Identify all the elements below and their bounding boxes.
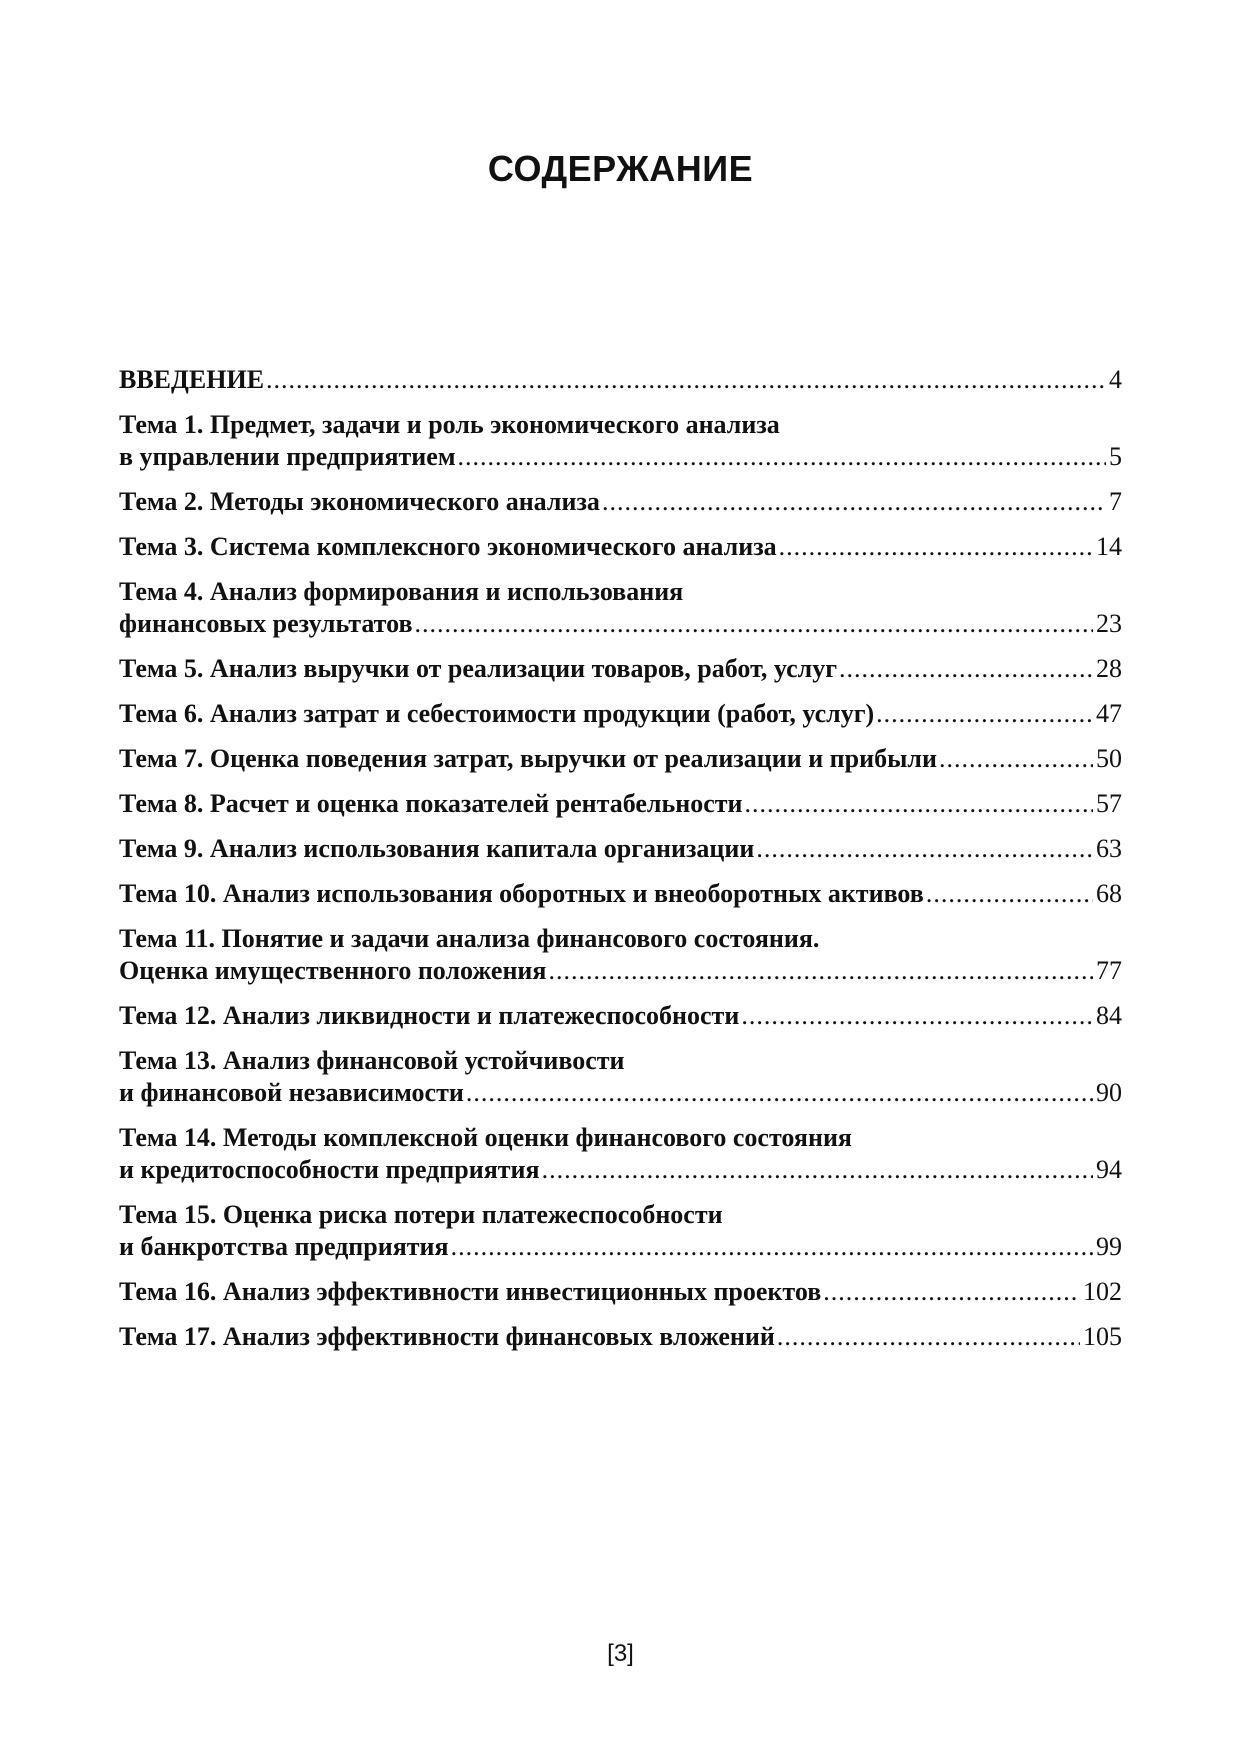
toc-entry-topic-9[interactable] — [119, 833, 1122, 865]
dot-leader — [741, 1000, 1093, 1032]
toc-entry-title: Оценка имущественного положения — [119, 956, 547, 985]
toc-entry-topic-15[interactable] — [119, 1199, 1122, 1263]
toc-page-number: 47 — [1096, 699, 1122, 728]
toc-entry-topic-7[interactable] — [119, 743, 1122, 775]
toc-entry-title: Тема 7. Оценка поведения затрат, выручки от реализации и прибыли — [119, 744, 937, 773]
dot-leader — [756, 833, 1093, 865]
toc-entry-line — [119, 1154, 1122, 1186]
toc-entry-title: финансовых результатов — [119, 609, 413, 638]
toc-entry-topic-10[interactable] — [119, 878, 1122, 910]
dot-leader — [745, 788, 1093, 820]
dot-leader — [266, 364, 1106, 396]
toc-page-number: 84 — [1096, 1001, 1122, 1030]
toc-entry-line — [119, 698, 1122, 730]
toc-entry-title: Тема 9. Анализ использования капитала организации — [119, 834, 755, 863]
toc-entry-title: и финансовой независимости — [119, 1078, 464, 1107]
toc-entry-topic-12[interactable] — [119, 1000, 1122, 1032]
toc-entry-title: Тема 16. Анализ эффективности инвестиционных проектов — [119, 1277, 822, 1306]
toc-page-number: 94 — [1096, 1155, 1122, 1184]
toc-entry-title-line: Тема 13. Анализ финансовой устойчивости — [119, 1046, 625, 1075]
dot-leader — [779, 531, 1093, 563]
toc-entry-title-line: Тема 1. Предмет, задачи и роль экономического анализа — [119, 410, 780, 439]
toc-entry-title-line: Тема 14. Методы комплексной оценки финансового состояния — [119, 1123, 853, 1152]
toc-entry-title-line: Тема 11. Понятие и задачи анализа финансового состояния. — [119, 924, 820, 953]
toc-entry-topic-11[interactable] — [119, 923, 1122, 987]
toc-page-number: 7 — [1109, 487, 1122, 516]
toc-entry-title-line: Тема 15. Оценка риска потери платежеспособности — [119, 1200, 723, 1229]
toc-entry-line — [119, 743, 1122, 775]
dot-leader — [777, 1321, 1080, 1353]
toc-entry-topic-6[interactable] — [119, 698, 1122, 730]
table-of-contents — [119, 364, 1122, 1366]
toc-entry-title: Тема 5. Анализ выручки от реализации товаров, работ, услуг — [119, 654, 838, 683]
toc-entry-title: Тема 12. Анализ ликвидности и платежеспособности — [119, 1001, 740, 1030]
toc-entry-topic-4[interactable] — [119, 576, 1122, 640]
toc-entry-line — [119, 1276, 1122, 1308]
dot-leader — [542, 1154, 1093, 1186]
toc-entry-topic-5[interactable] — [119, 653, 1122, 685]
toc-entry-topic-17[interactable] — [119, 1321, 1122, 1353]
dot-leader — [926, 878, 1093, 910]
toc-entry-line — [119, 955, 1122, 987]
toc-page-number: 14 — [1096, 532, 1122, 561]
toc-page-number: 99 — [1096, 1232, 1122, 1261]
toc-entry-line — [119, 1321, 1122, 1353]
toc-entry-topic-3[interactable] — [119, 531, 1122, 563]
toc-entry-line — [119, 1231, 1122, 1263]
toc-page-number: 50 — [1096, 744, 1122, 773]
toc-entry-title: Тема 17. Анализ эффективности финансовых вложений — [119, 1322, 775, 1351]
toc-entry-topic-14[interactable] — [119, 1122, 1122, 1186]
toc-entry-line — [119, 441, 1122, 473]
dot-leader — [415, 608, 1093, 640]
toc-entry-title: Тема 8. Расчет и оценка показателей рентабельности — [119, 789, 743, 818]
toc-entry-line — [119, 1000, 1122, 1032]
dot-leader — [466, 1077, 1093, 1109]
toc-entry-title: Тема 2. Методы экономического анализа — [119, 487, 600, 516]
toc-entry-topic-8[interactable] — [119, 788, 1122, 820]
toc-page-number: 102 — [1083, 1277, 1122, 1306]
toc-entry-topic-16[interactable] — [119, 1276, 1122, 1308]
toc-entry-line — [119, 608, 1122, 640]
toc-entry-title: и кредитоспособности предприятия — [119, 1155, 540, 1184]
toc-entry-line — [119, 788, 1122, 820]
toc-entry-topic-2[interactable] — [119, 486, 1122, 518]
dot-leader — [839, 653, 1093, 685]
toc-entry-title: и банкротства предприятия — [119, 1232, 449, 1261]
toc-page-number: 90 — [1096, 1078, 1122, 1107]
dot-leader — [876, 698, 1093, 730]
toc-page-number: 77 — [1096, 956, 1122, 985]
toc-entry-line — [119, 878, 1122, 910]
toc-entry-line — [119, 653, 1122, 685]
page-number-footer: [3] — [607, 1640, 634, 1667]
toc-entry-line — [119, 486, 1122, 518]
page-title: СОДЕРЖАНИЕ — [487, 148, 754, 189]
toc-entry-title: ВВЕДЕНИЕ — [119, 365, 265, 394]
dot-leader — [548, 955, 1093, 987]
toc-entry-topic-1[interactable] — [119, 409, 1122, 473]
toc-entry-line — [119, 833, 1122, 865]
dot-leader — [451, 1231, 1093, 1263]
toc-page-number: 28 — [1096, 654, 1122, 683]
dot-leader — [823, 1276, 1080, 1308]
toc-entry-title-line: Тема 4. Анализ формирования и использования — [119, 577, 684, 606]
dot-leader — [458, 441, 1106, 473]
toc-entry-line — [119, 1077, 1122, 1109]
toc-entry-topic-13[interactable] — [119, 1045, 1122, 1109]
dot-leader — [602, 486, 1106, 518]
toc-entry-title: Тема 6. Анализ затрат и себестоимости продукции (работ, услуг) — [119, 699, 875, 728]
toc-page-number: 105 — [1083, 1322, 1122, 1351]
toc-page-number: 68 — [1096, 879, 1122, 908]
toc-entry-intro[interactable] — [119, 364, 1122, 396]
toc-page-number: 4 — [1109, 365, 1122, 394]
toc-page-number: 5 — [1109, 442, 1122, 471]
toc-entry-title: Тема 10. Анализ использования оборотных и внеоборотных активов — [119, 879, 924, 908]
toc-entry-line — [119, 364, 1122, 396]
dot-leader — [939, 743, 1093, 775]
toc-page-number: 63 — [1096, 834, 1122, 863]
toc-page-number: 57 — [1096, 789, 1122, 818]
toc-entry-title: в управлении предприятием — [119, 442, 456, 471]
toc-entry-line — [119, 531, 1122, 563]
toc-page-number: 23 — [1096, 609, 1122, 638]
toc-entry-title: Тема 3. Система комплексного экономического анализа — [119, 532, 777, 561]
